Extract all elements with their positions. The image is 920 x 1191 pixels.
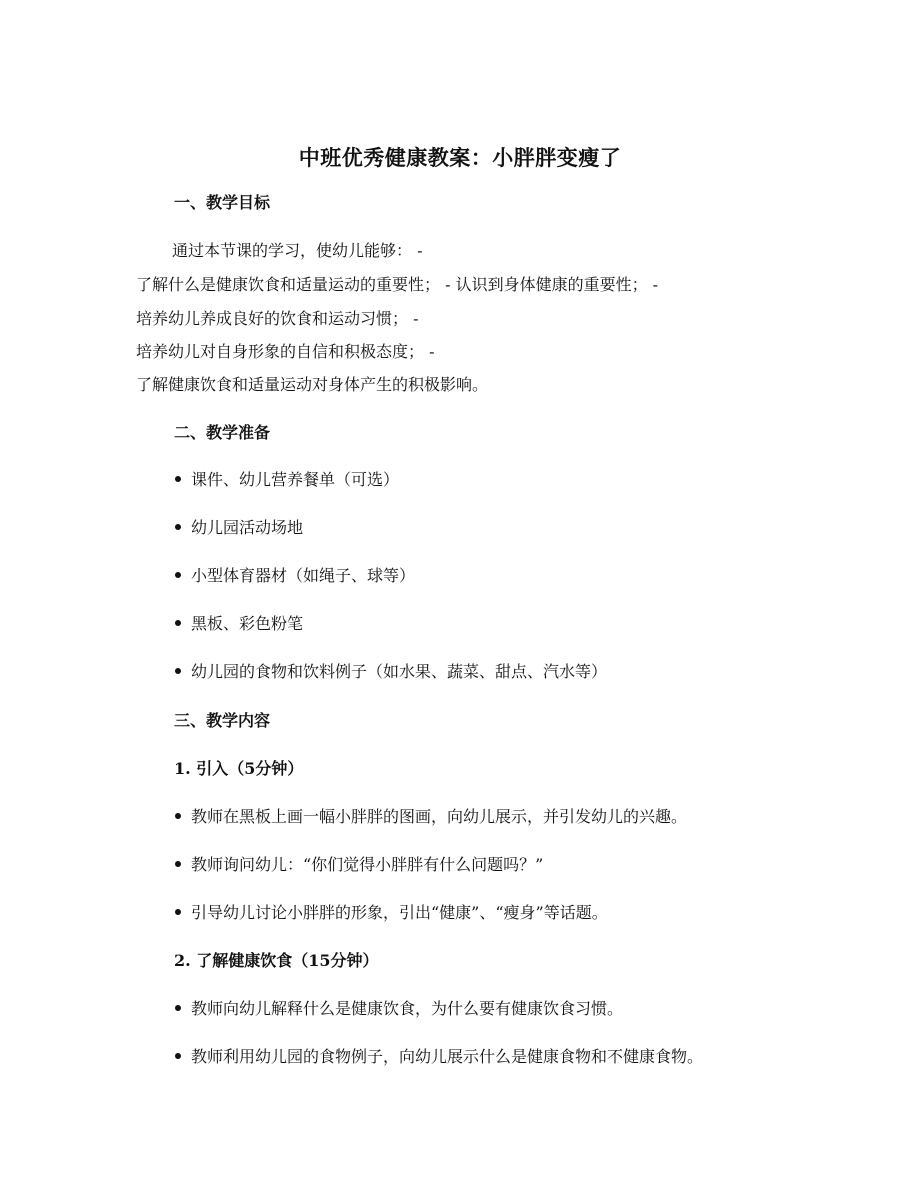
section-heading-objectives: 一、教学目标 [174, 193, 271, 212]
list-item-text: 小型体育器材（如绳子、球等） [191, 566, 416, 585]
bullet-icon [175, 1053, 181, 1059]
list-item-text: 幼儿园的食物和饮料例子（如水果、蔬菜、甜点、汽水等） [191, 662, 608, 681]
subsection-heading-intro: 1. 引入（5分钟） [174, 759, 304, 778]
bullet-icon [175, 572, 181, 578]
bullet-icon [175, 476, 181, 482]
objectives-line: 了解什么是健康饮食和适量运动的重要性； - 认识到身体健康的重要性； - [136, 275, 659, 294]
list-item-text: 教师在黑板上画一幅小胖胖的图画，向幼儿展示，并引发幼儿的兴趣。 [191, 807, 688, 826]
list-item [174, 1044, 703, 1067]
list-item [174, 852, 543, 875]
list-item [174, 563, 415, 586]
section-heading-content: 三、教学内容 [174, 711, 271, 730]
bullet-icon [175, 668, 181, 674]
list-item [174, 467, 399, 490]
bullet-icon [175, 813, 181, 819]
bullet-icon [175, 909, 181, 915]
objectives-line: 了解健康饮食和适量运动对身体产生的积极影响。 [136, 375, 489, 394]
list-item-text: 引导幼儿讨论小胖胖的形象，引出“健康”、“瘦身”等话题。 [191, 903, 608, 922]
list-item [174, 804, 687, 827]
list-item [174, 611, 303, 634]
list-item [174, 996, 623, 1019]
list-item-text: 教师询问幼儿：“你们觉得小胖胖有什么问题吗？” [191, 855, 544, 874]
list-item-text: 教师利用幼儿园的食物例子，向幼儿展示什么是健康食物和不健康食物。 [191, 1047, 704, 1066]
section-heading-preparation: 二、教学准备 [174, 423, 271, 442]
list-item-text: 课件、幼儿营养餐单（可选） [191, 470, 400, 489]
bullet-icon [175, 524, 181, 530]
list-item [174, 515, 303, 538]
list-item-text: 幼儿园活动场地 [191, 518, 304, 537]
objectives-line: 培养幼儿养成良好的饮食和运动习惯； - [136, 309, 419, 328]
list-item [174, 900, 608, 923]
list-item-text: 教师向幼儿解释什么是健康饮食，为什么要有健康饮食习惯。 [191, 999, 624, 1018]
bullet-icon [175, 1005, 181, 1011]
list-item-text: 黑板、彩色粉笔 [191, 614, 304, 633]
bullet-icon [175, 861, 181, 867]
list-item [174, 659, 607, 682]
objectives-intro-line: 通过本节课的学习，使幼儿能够： - [172, 241, 423, 260]
subsection-heading-healthy-diet: 2. 了解健康饮食（15分钟） [174, 951, 379, 970]
bullet-icon [175, 620, 181, 626]
objectives-line: 培养幼儿对自身形象的自信和积极态度； - [136, 342, 435, 361]
document-title: 中班优秀健康教案：小胖胖变瘦了 [298, 145, 622, 170]
